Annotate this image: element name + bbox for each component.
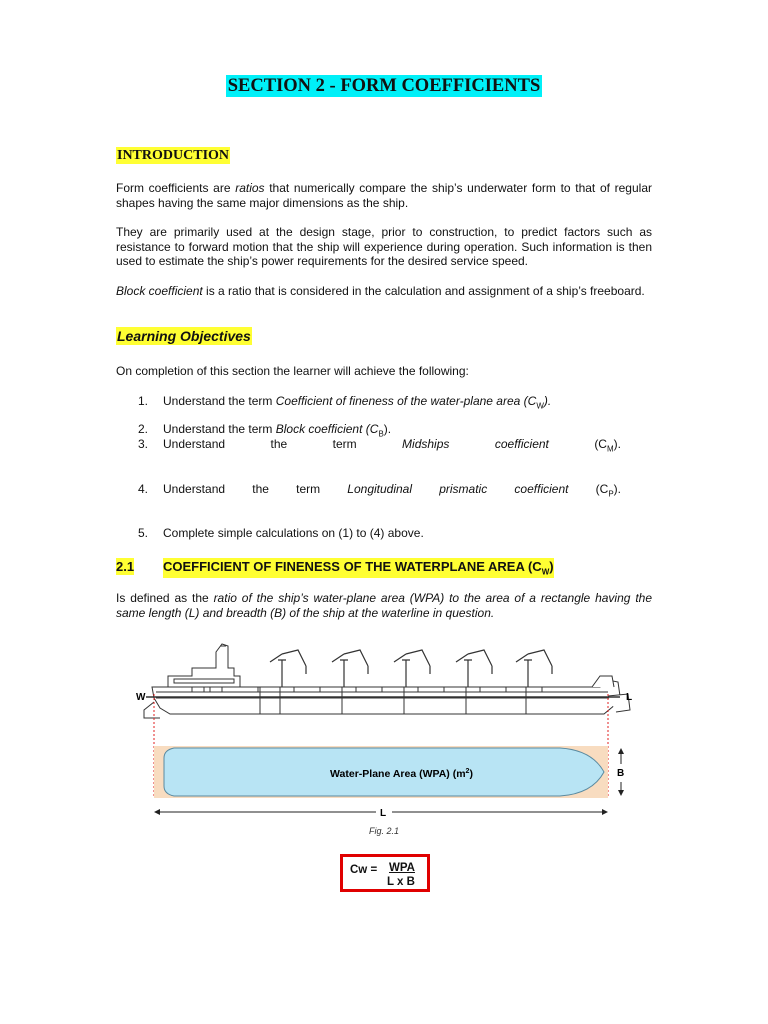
intro-paragraph-1: Form coefficients are ratios that numerically compare the ship’s underwater form to that of regular shapes having the same major dimensions as the ship. [116,181,652,210]
formula-denominator: L x B [387,876,415,888]
formula-box [340,854,430,892]
page-title: SECTION 2 - FORM COEFFICIENTS [227,76,541,96]
wpa-label: Water-Plane Area (WPA) $(m^2)$ [330,768,473,780]
intro-paragraph-2: They are primarily used at the design stage, prior to construction, to predict factors such as resistance to forward motion that the ship will experience during operation. Such information is then used to estimate the ship’s power requirements for the desired service speed. [116,225,652,268]
intro-paragraph-3: Block coefficient is a ratio that is considered in the calculation and assignment of a ship’s freeboard. [116,284,645,298]
learning-objectives-heading: Learning Objectives [117,328,251,344]
learning-objectives-lead: On completion of this section the learner will achieve the following: [116,364,469,378]
label-l-right: L [626,692,633,703]
section-2-1-paragraph: Is defined as the ratio of the ship’s water-plane area (WPA) to the area of a rectangle having the same length (L) and breadth (B) of the ship at the waterline in question. [116,591,653,620]
ship-profile [144,644,633,718]
label-w: W [136,692,146,703]
ship-waterplane-figure [130,632,640,824]
formula-numerator: WPA [389,862,415,874]
label-l-bottom: L [380,808,387,819]
formula-lhs: Cw = [350,864,378,876]
label-b: B [617,768,625,779]
introduction-heading: INTRODUCTION [117,148,230,163]
deck-cranes [270,650,552,687]
figure-caption: Fig. 2.1 [368,826,399,836]
